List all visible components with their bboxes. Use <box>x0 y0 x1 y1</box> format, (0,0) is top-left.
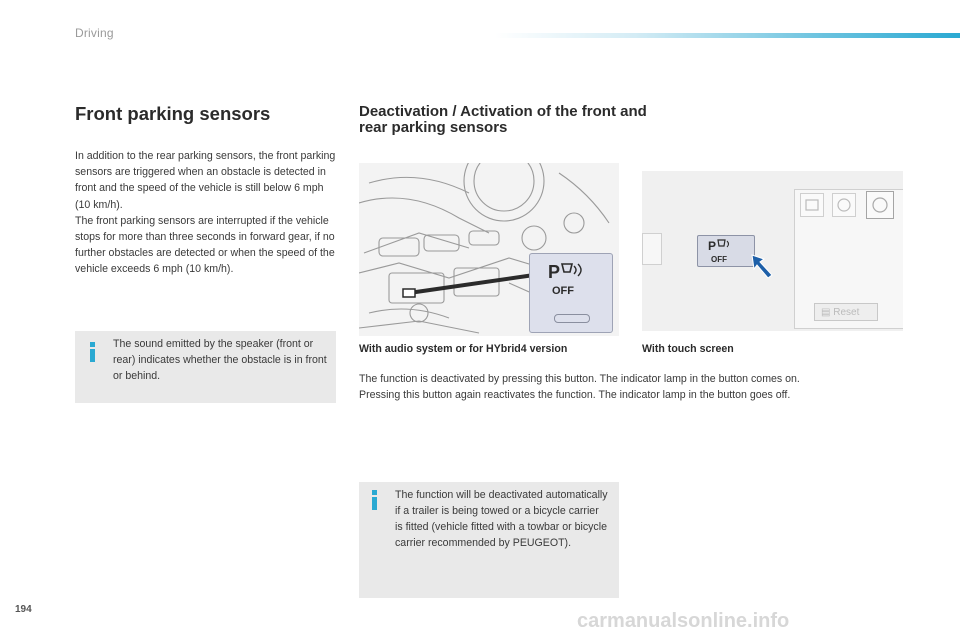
clock-circle-icon <box>867 192 893 218</box>
function-paragraph-1: The function is deactivated by pressing this button. The indicator lamp in the button comes on. <box>359 373 800 385</box>
front-paragraph-1: In addition to the rear parking sensors, the front parking sensors are triggered when an obstacle is detected in front and the speed of the vehicle is still below 6 mph (10 km/h). <box>75 150 336 211</box>
info-icon <box>369 490 381 510</box>
dashboard-illustration <box>359 163 619 336</box>
deactivation-heading: Deactivation / Activation of the front and rear parking sensors <box>359 103 647 136</box>
touch-reset-button[interactable] <box>814 303 878 321</box>
function-paragraph-2: Pressing this button again reactivates the function. The indicator lamp in the button goes off. <box>359 389 791 401</box>
info-text-trailer: The function will be deactivated automatically if a trailer is being towed or a bicycle carrier is fitted (vehicle fitted with a towbar or bicycle carrier recommended by PEUGEOT). <box>395 489 608 549</box>
front-sensors-body <box>75 148 337 278</box>
touchscreen-illustration <box>642 171 903 331</box>
button-p-letter: P <box>548 262 561 282</box>
button-off-text: OFF <box>552 285 574 297</box>
touch-icon-3[interactable] <box>866 191 894 219</box>
parking-sensor-button[interactable] <box>529 253 613 333</box>
front-paragraph-2: The front parking sensors are interrupted if the vehicle stops for more than three seconds in forward gear, if no further obstacles are detected or when the speed of the vehicle exceeds 6 mph (10 km/h). <box>75 214 335 276</box>
watermark: carmanualsonline.info <box>577 610 790 632</box>
touch-icon-1[interactable] <box>800 193 824 217</box>
parking-assist-icon <box>801 194 823 216</box>
touch-button-p-letter: P <box>708 239 717 253</box>
touch-parking-off-icon <box>706 237 752 265</box>
page-number: 194 <box>15 604 32 615</box>
function-description <box>359 371 919 403</box>
info-box-trailer <box>359 482 619 598</box>
info-text-sound: The sound emitted by the speaker (front or rear) indicates whether the obstacle is in front or behind. <box>113 338 327 382</box>
touch-button-off-text: OFF <box>711 255 727 264</box>
header-accent-bar <box>495 33 960 38</box>
settings-circle-icon <box>833 194 855 216</box>
pointer-arrow-icon <box>750 253 780 283</box>
info-box-sound <box>75 331 336 403</box>
indicator-lamp <box>554 314 590 323</box>
section-label: Driving <box>75 26 114 40</box>
front-sensors-heading: Front parking sensors <box>75 103 271 124</box>
parking-sensor-off-icon <box>546 260 596 300</box>
reset-label: Reset <box>833 307 860 318</box>
touch-side-tab[interactable] <box>642 233 662 265</box>
caption-touch-screen: With touch screen <box>642 343 734 355</box>
info-icon <box>87 342 99 362</box>
touch-icon-2[interactable] <box>832 193 856 217</box>
touch-parking-off-button[interactable] <box>697 235 755 267</box>
caption-audio-system: With audio system or for HYbrid4 version <box>359 343 568 355</box>
reset-icon: ▤ <box>821 307 834 318</box>
